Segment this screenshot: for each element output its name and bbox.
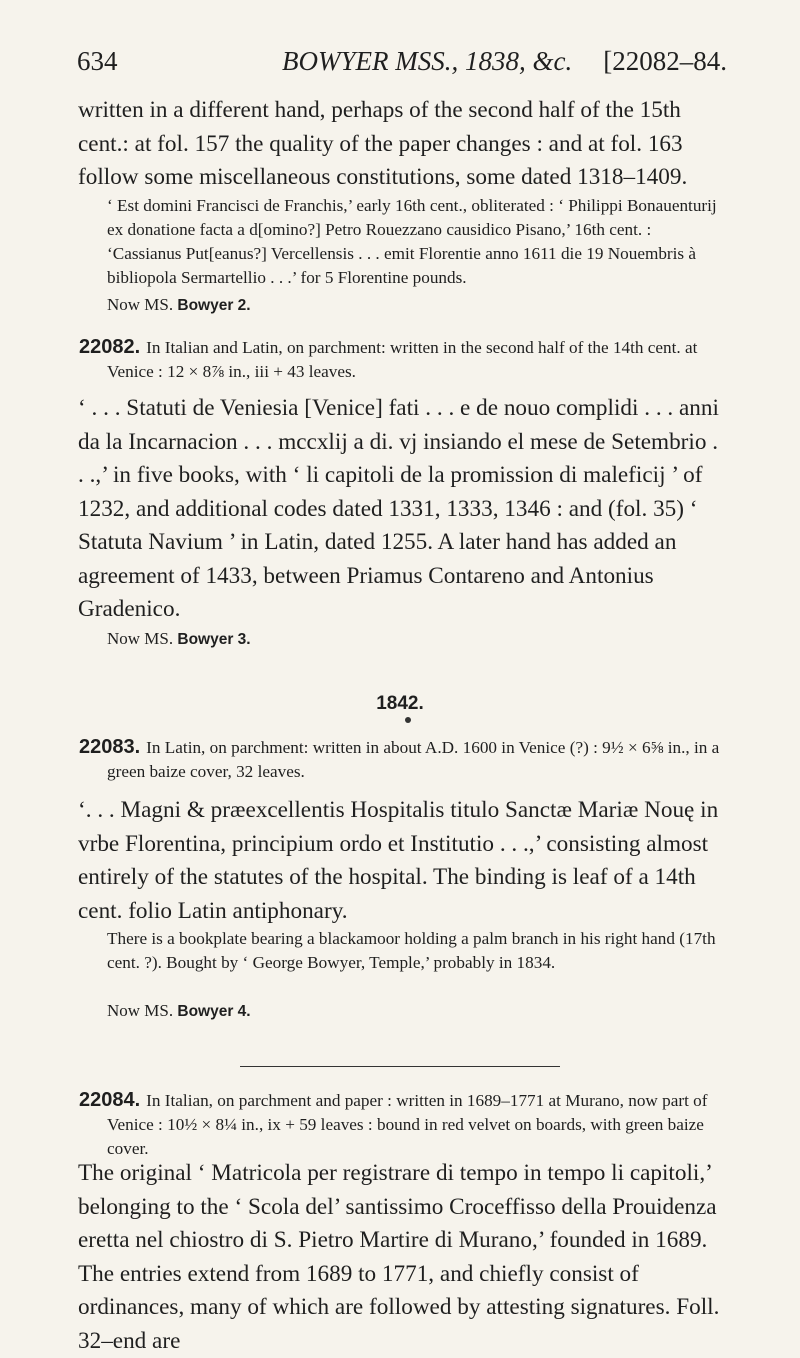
entry-number: 22082.	[79, 336, 141, 358]
entry-22083-now-ms	[107, 999, 757, 1024]
entry-22083-text: ‘. . . Magni & præexcellentis Hospitalis titulo Sanctæ Mariæ Nouę in vrbe Florentina, principium ordo et Institutio . . .,’ consisting almost entirely of the statutes of the hospital. The binding is leaf of a 14th cent. folio Latin antiphonary.	[78, 797, 719, 924]
page-number: 634	[77, 46, 118, 76]
bullet-dot	[405, 717, 411, 723]
entry-number: 22083.	[79, 736, 141, 758]
entry-description: In Italian, on parchment and paper : written in 1689–1771 at Murano, now part of Venice : 10½ × 8¼ in., ix + 59 leaves : bound in red velvet on boards, with green baize cover.	[107, 1091, 708, 1158]
now-prefix: Now MS.	[107, 295, 178, 314]
entry-22084-description	[79, 1088, 728, 1161]
entry-22082-text: ‘ . . . Statuti de Veniesia [Venice] fati . . . e de nouo complidi . . . anni da la Incarnacion . . . mccxlij a di. vj insiando el mese de Setembrio . . .,’ in five books, with ‘ li capitoli de la promission di maleficij ’ of 1232, and additional codes dated 1331, 1333, 1346 : and (fol. 35) ‘ Statuta Navium ’ in Latin, dated 1255. A later hand has added an agreement of 1433, between Priamus Contareno and Antonius Gradenico.	[78, 395, 719, 622]
entry-number: 22084.	[79, 1089, 141, 1111]
ms-number: Bowyer 4.	[177, 1003, 251, 1020]
intro-provenance-note: ‘ Est domini Francisci de Franchis,’ early 16th cent., obliterated : ‘ Philippi Bonauenturij ex donatione facta a d[omino?] Petro Rouezzano causidico Pisano,’ 16th cent. : ‘Cassianus Put[eanus?] Vercellensis . . . emit Florentie anno 1611 die 19 Nouembris à bibliopola Sermartellio . . .’ for 5 Florentine pounds.	[107, 196, 717, 287]
entry-description: In Latin, on parchment: written in about A.D. 1600 in Venice (?) : 9½ × 6⅝ in., in a green baize cover, 32 leaves.	[107, 738, 720, 781]
intro-paragraph: written in a different hand, perhaps of the second half of the 15th cent.: at fol. 157 the quality of the paper changes : and at fol. 163 follow some miscellaneous constitutions, some dated 1318–1409.	[78, 97, 688, 190]
entry-22084-text: The original ‘ Matricola per registrare di tempo in tempo li capitoli,’ belonging to the ‘ Scola del’ santissimo Croceffisso della Prouidenza eretta nel chiostro di S. Pietro Martire di Murano,’ founded in 1689. The entries extend from 1689 to 1771, and chiefly consist of ordinances, many of which are followed by attesting signatures. Foll. 32–end are	[78, 1160, 720, 1354]
now-prefix: Now MS.	[107, 1001, 178, 1020]
entry-range: [22082–84.	[603, 46, 727, 76]
entry-22083-description	[79, 735, 728, 784]
entry-22082-now-ms	[107, 627, 757, 652]
section-divider	[240, 1066, 560, 1067]
entry-description: In Italian and Latin, on parchment: written in the second half of the 14th cent. at Venice : 12 × 8⅞ in., iii + 43 leaves.	[107, 338, 698, 381]
entry-22082-description	[79, 335, 728, 384]
now-prefix: Now MS.	[107, 629, 178, 648]
year-heading: 1842.	[376, 693, 424, 714]
running-head	[77, 46, 727, 80]
running-title: BOWYER MSS., 1838, &c.	[282, 46, 573, 76]
ms-number: Bowyer 3.	[177, 631, 251, 648]
intro-now-ms	[107, 293, 757, 318]
ms-number: Bowyer 2.	[177, 297, 251, 314]
entry-22083-note: There is a bookplate bearing a blackamoor holding a palm branch in his right hand (17th cent. ?). Bought by ‘ George Bowyer, Temple,’ probably in 1834.	[107, 929, 716, 972]
